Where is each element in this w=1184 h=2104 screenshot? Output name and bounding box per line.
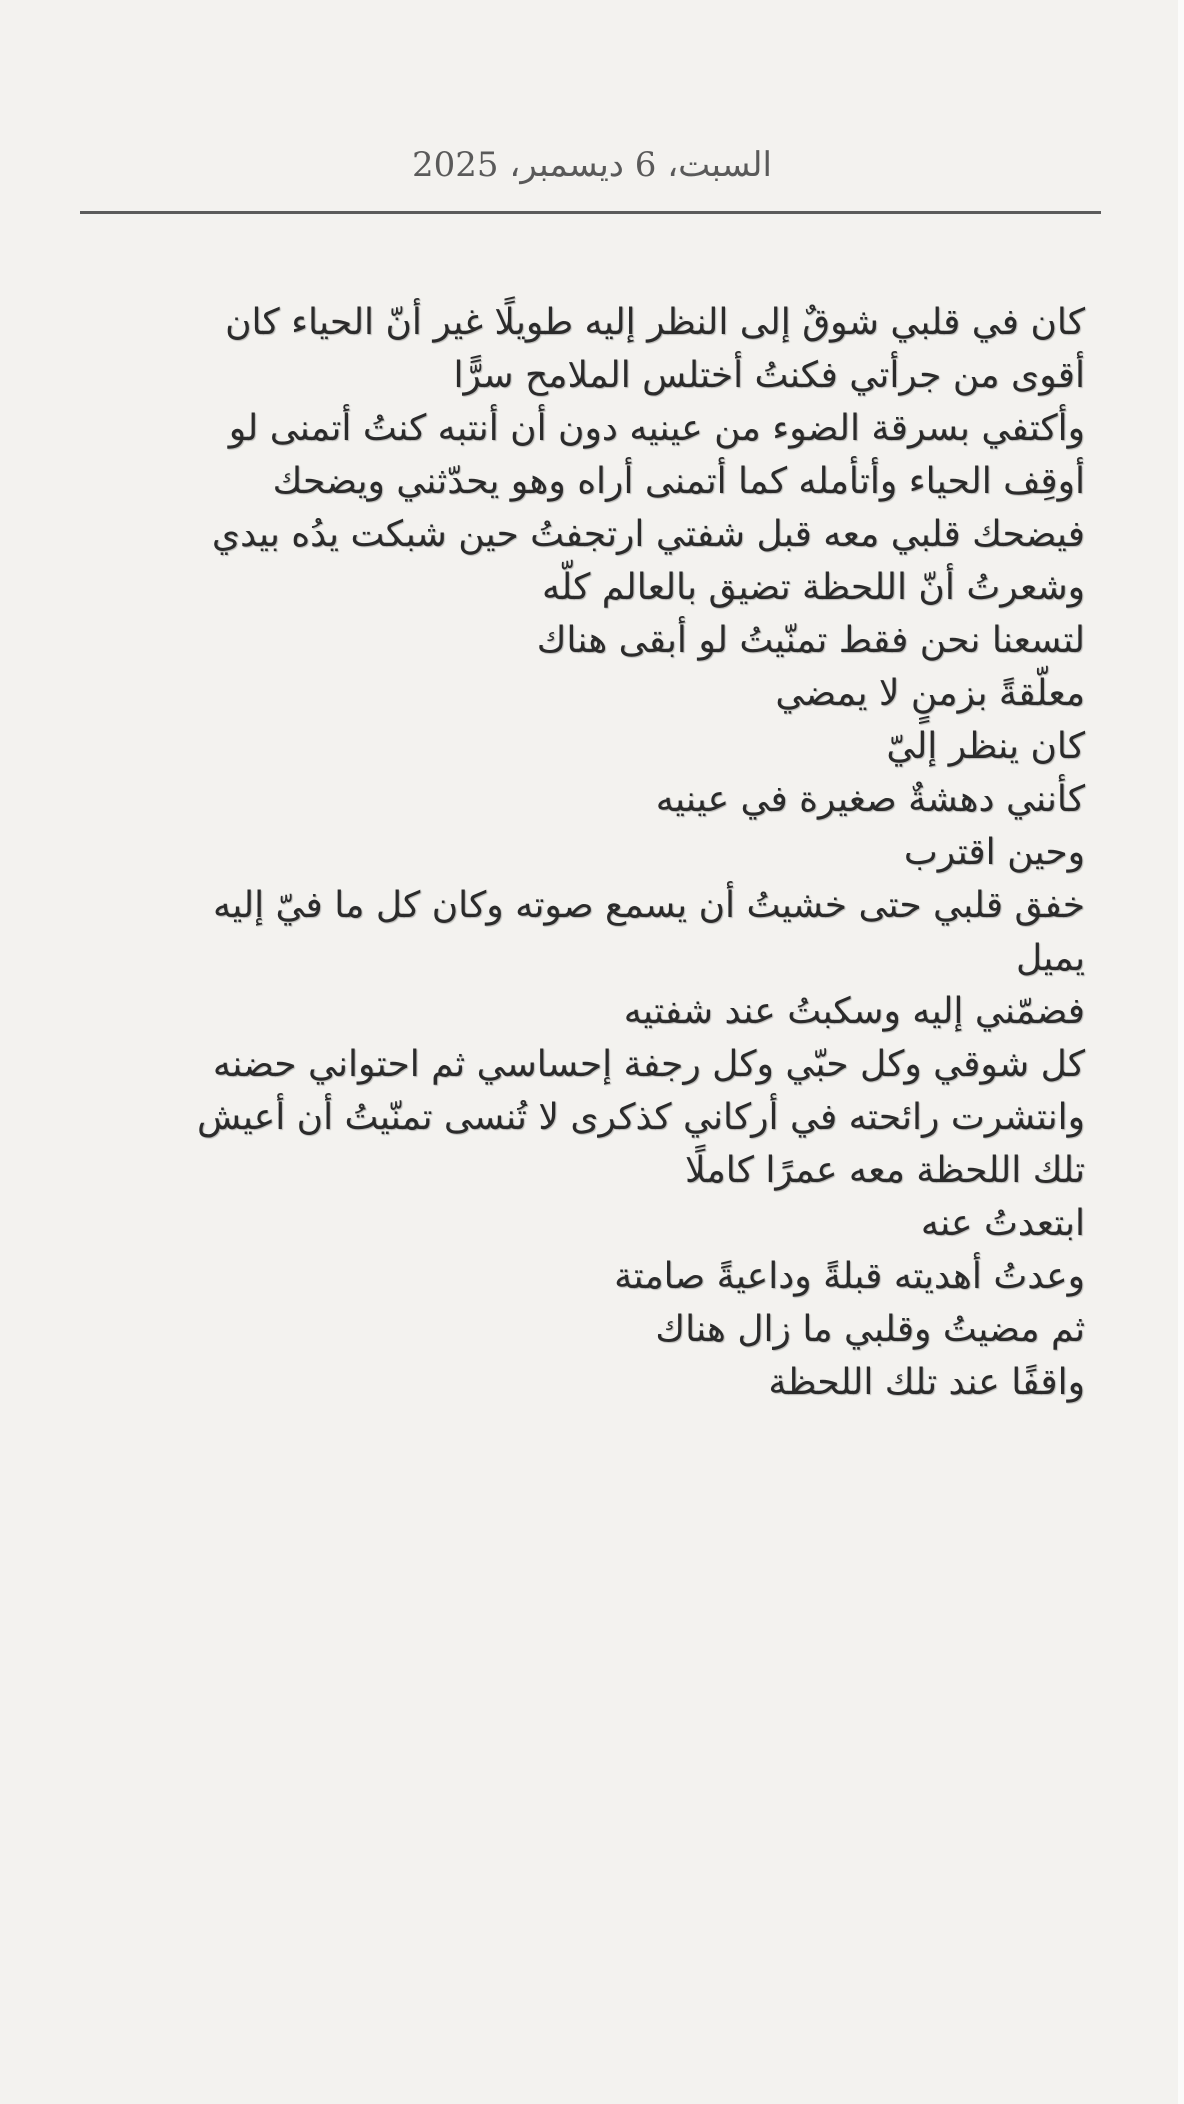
page-edge: [1178, 0, 1184, 2104]
text-line: فضمّني إليه وسكبتُ عند شفتيه: [623, 991, 1085, 1032]
text-line: كان ينظر إليّ: [886, 726, 1085, 767]
text-line: وأكتفي بسرقة الضوء من عينيه دون أن أنتبه كنتُ أتمنى لو: [228, 408, 1085, 449]
text-line: وشعرتُ أنّ اللحظة تضيق بالعالم كلّه: [542, 567, 1085, 608]
entry-body: [75, 296, 1085, 1409]
text-line: لتسعنا نحن فقط تمنّيتُ لو أبقى هناك: [536, 620, 1085, 661]
text-line: كان في قلبي شوقٌ إلى النظر إليه طويلًا غير أنّ الحياء كان: [225, 302, 1085, 343]
text-line: وانتشرت رائحته في أركاني كذكرى لا تُنسى تمنّيتُ أن أعيش: [196, 1097, 1085, 1138]
text-line: واقفًا عند تلك اللحظة: [768, 1362, 1085, 1403]
text-line: أقوى من جرأتي فكنتُ أختلس الملامح سرًّا: [453, 355, 1085, 396]
text-line: ابتعدتُ عنه: [920, 1203, 1085, 1244]
entry-date: السبت، 6 ديسمبر، 2025: [412, 145, 772, 185]
text-line: وحين اقترب: [903, 832, 1085, 873]
text-line: أوقِف الحياء وأتأمله كما أتمنى أراه وهو يحدّثني ويضحك: [272, 461, 1085, 502]
text-line: كأنني دهشةٌ صغيرة في عينيه: [655, 779, 1085, 820]
text-line: ثم مضيتُ وقلبي ما زال هناك: [655, 1309, 1085, 1350]
text-line: وعدتُ أهديته قبلةً وداعيةً صامتة: [614, 1256, 1085, 1297]
text-line: يميل: [1016, 938, 1085, 979]
divider: [80, 211, 1101, 214]
text-line: تلك اللحظة معه عمرًا كاملًا: [685, 1150, 1085, 1191]
text-line: معلّقةً بزمنٍ لا يمضي: [775, 673, 1085, 714]
text-line: فيضحك قلبي معه قبل شفتي ارتجفتُ حين شبكت يدُه بيدي: [211, 514, 1085, 555]
text-line: خفق قلبي حتى خشيتُ أن يسمع صوته وكان كل ما فيّ إليه: [212, 885, 1085, 926]
text-line: كل شوقي وكل حبّي وكل رجفة إحساسي ثم احتواني حضنه: [212, 1044, 1085, 1085]
